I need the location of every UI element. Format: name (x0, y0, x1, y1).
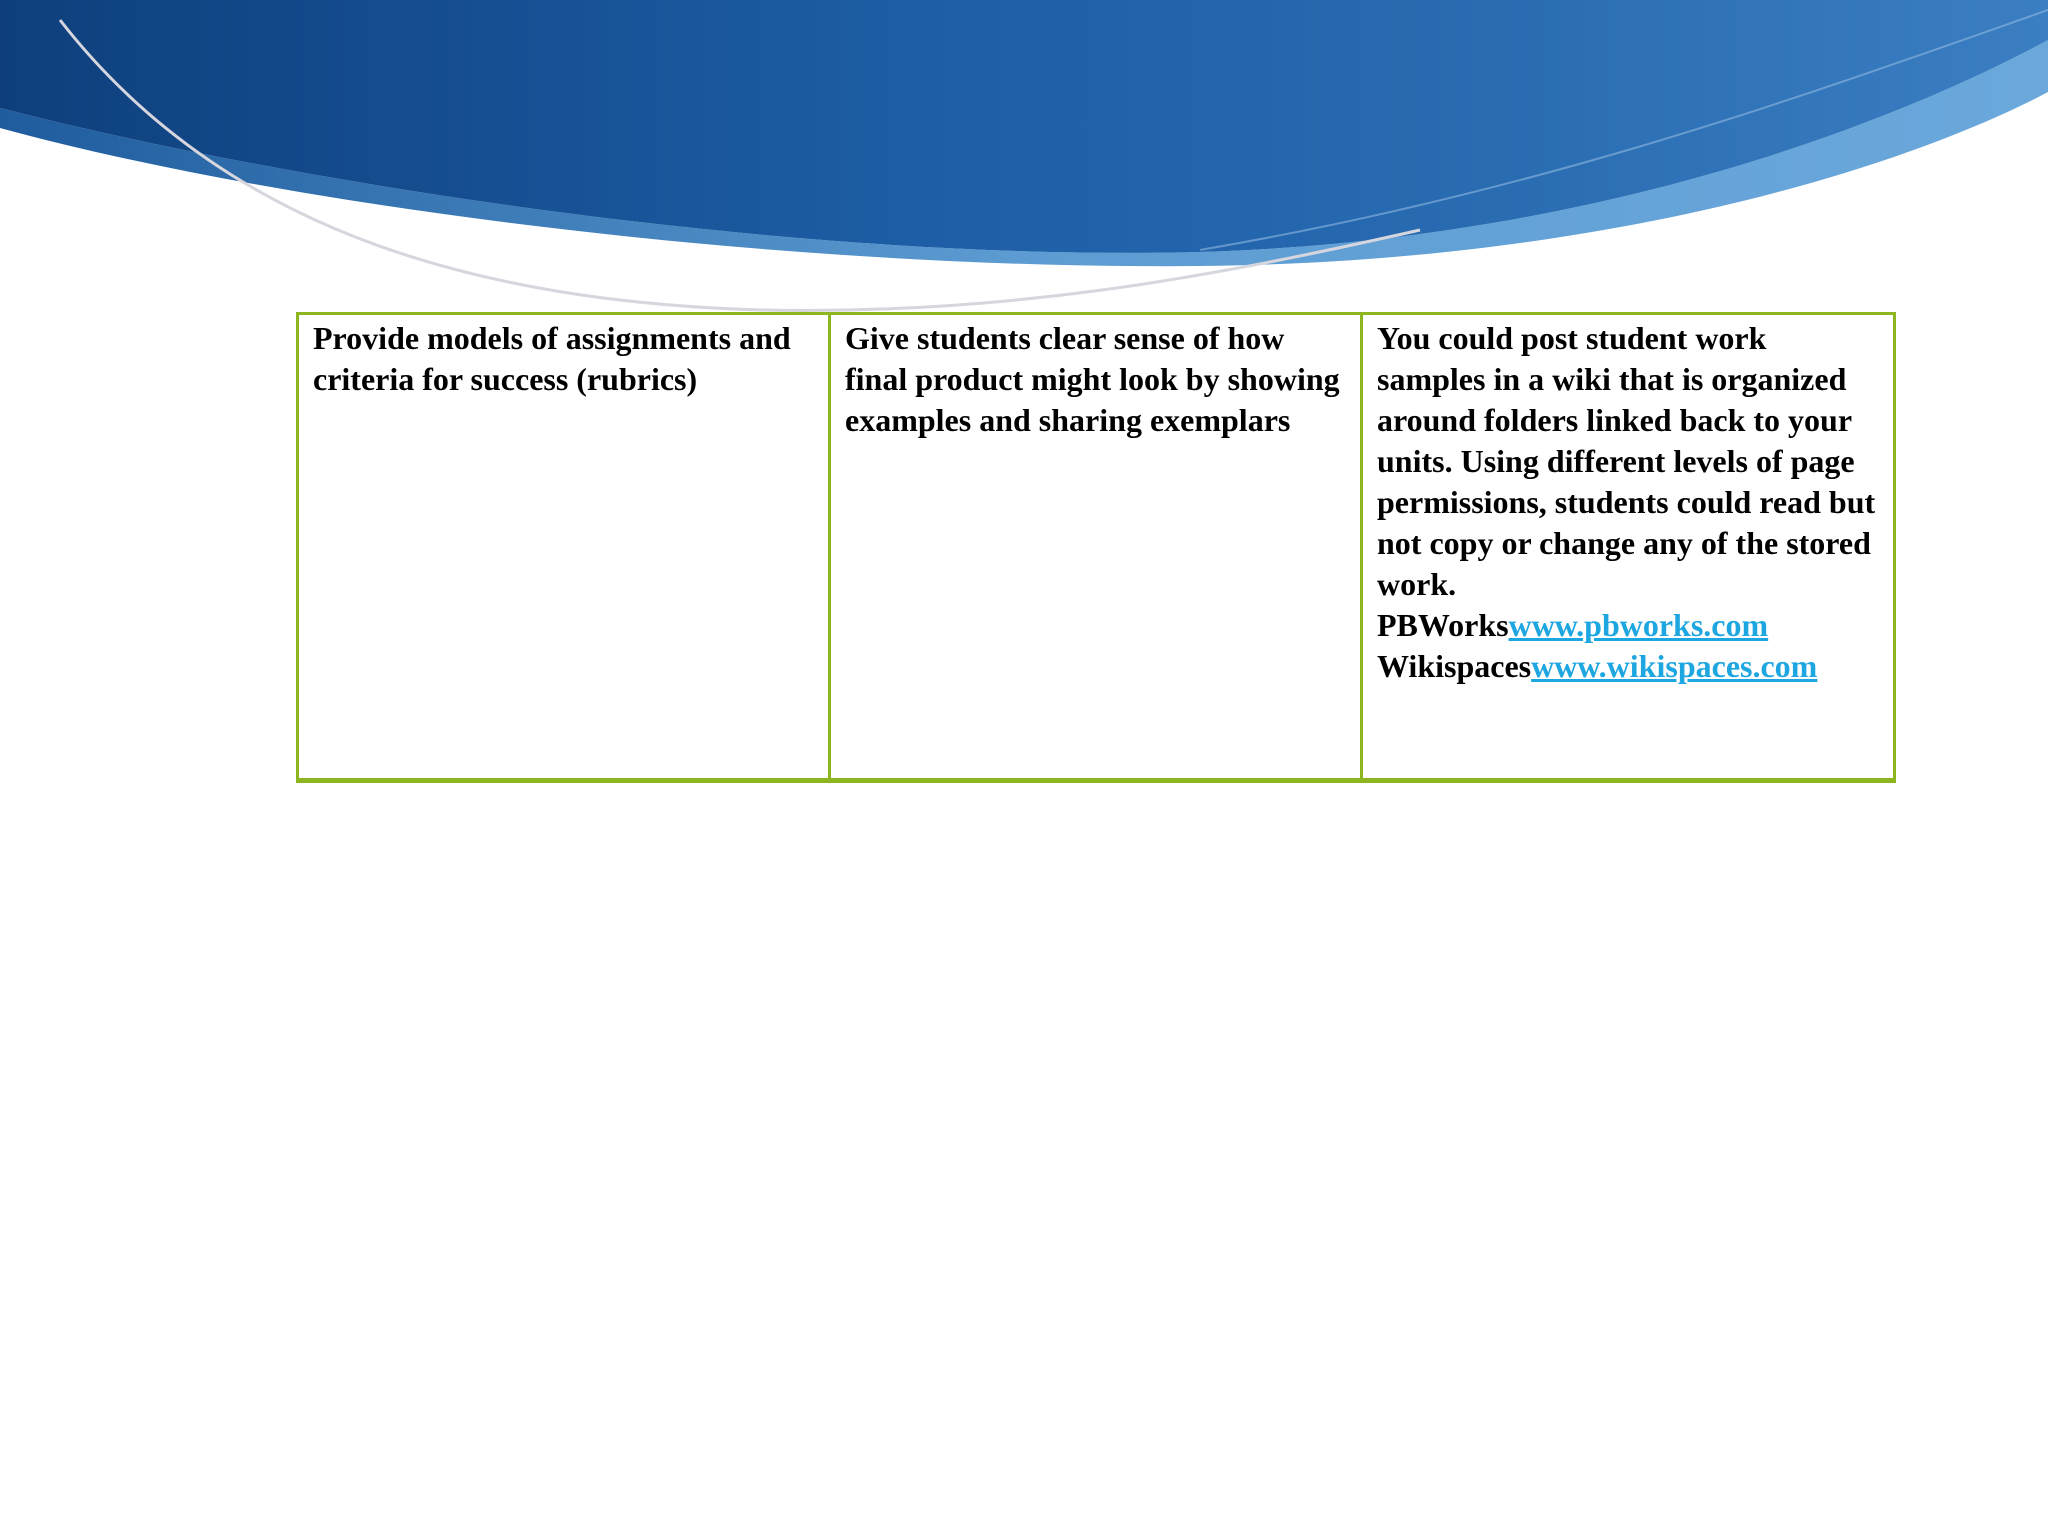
table-cell-purpose (830, 314, 1362, 781)
resource-line-pbworks (1377, 605, 1879, 646)
pbworks-link[interactable]: www.pbworks.com (1508, 607, 1769, 643)
cell-text: You could post student work samples in a wiki that is organized around folders linked back to your units. Using different levels of page permissions, students could read but not copy or change any of the stored work. (1377, 320, 1876, 602)
cell-text: Give students clear sense of how final product might look by showing examples and sharing exemplars (845, 320, 1340, 438)
header-swoosh-graphic (0, 0, 2048, 330)
table-cell-strategy (298, 314, 830, 781)
content-table (296, 312, 1896, 783)
resource-name: PBWorks (1377, 607, 1509, 643)
cell-text: Provide models of assignments and criteria for success (rubrics) (313, 320, 791, 397)
table-cell-technology (1362, 314, 1895, 781)
resource-name: Wikispaces (1377, 648, 1532, 684)
table-row (298, 314, 1895, 781)
resource-line-wikispaces (1377, 646, 1879, 687)
wikispaces-link[interactable]: www.wikispaces.com (1531, 648, 1818, 684)
